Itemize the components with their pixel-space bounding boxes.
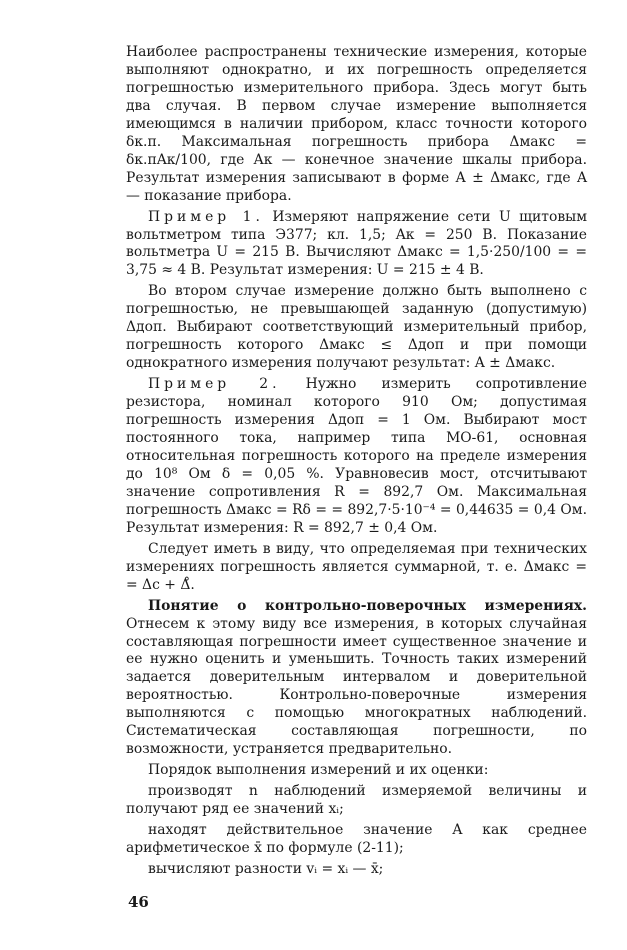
paragraph-example-2: Пример 2. Нужно измерить сопротивление резистора, номинал которого 910 Ом; допустимая погрешность измерения Δдоп = 1 Ом. Выбирают мост постоянного тока, например типа МО-61, основная относительная погрешность которого на пределе измерения до 10⁸ Ом δ = 0,05 %. Уравновесив мост, отсчитывают значение сопротивления R = 892,7 Ом. Максимальная погрешность Δмакс = Rδ = = 892,7·5·10⁻⁴ = 0,44635 = 0,4 Ом. Результат измерения: R = 892,7 ± 0,4 Ом. (126, 376, 587, 536)
example-label: Пример 1. (148, 208, 264, 225)
paragraph-intro: Наиболее распространены технические измерения, которые выполняют однократно, и их погрешность определяется погрешностью измерительного прибора. Здесь могут быть два случая. В первом случае измерение выполняется имеющимся в наличии прибором, класс точности которого δк.п. Максимальная погрешность прибора Δмакс = δк.пAк/100, где Aк — конечное значение шкалы прибора. Результат измерения записывают в форме A ± Δмакс, где A — показание прибора. (126, 44, 587, 204)
step-item: вычисляют разности vᵢ = xᵢ — x̄; (148, 860, 384, 877)
paragraph-summary: Следует иметь в виду, что определяемая при технических измерениях погрешность является суммарной, т. е. Δмакс = = Δс + Δ̊. (126, 540, 587, 593)
paragraph-example-1: Пример 1. Измеряют напряжение сети U щитовым вольтметром типа Э377; кл. 1,5; Aк = 250 В. Показание вольтметра U = 215 В. Вычисляют Δмакс = 1,5·250/100 = = 3,75 ≈ 4 В. Результат измерения: U = 215 ± 4 В. (126, 208, 587, 279)
step-item: производят n наблюдений измеряемой величины и получают ряд ее значений xᵢ; (126, 783, 587, 818)
paragraph-second-case: Во втором случае измерение должно быть выполнено с погрешностью, не превышающей заданную (допустимую) Δдоп. Выбирают соответствующий измерительный прибор, погрешность которого Δмакс ≤ Δдоп и при помощи однократного измерения получают результат: A ± Δмакс. (126, 283, 587, 372)
concept-text: Отнесем к этому виду все измерения, в которых случайная составляющая погрешности имеет существенное значение и ее нужно оценить и уменьшить. Точность таких измерений задается доверительным интервалом и доверительной вероятностью. Контрольно-поверочные измерения выполняются с помощью многократных наблюдений. Систематическая составляющая погрешности, по возможности, устраняется предварительно. (126, 615, 587, 758)
page-number: 46 (128, 893, 149, 911)
paragraph-concept (126, 598, 587, 760)
concept-heading: Понятие о контрольно-поверочных измерениях. (148, 597, 587, 614)
example-label: Пример 2. (148, 376, 281, 393)
order-heading: Порядок выполнения измерений и их оценки: (148, 762, 489, 779)
step-item: находят действительное значение A как среднее арифметическое x̄ по формуле (2-11); (126, 822, 587, 856)
